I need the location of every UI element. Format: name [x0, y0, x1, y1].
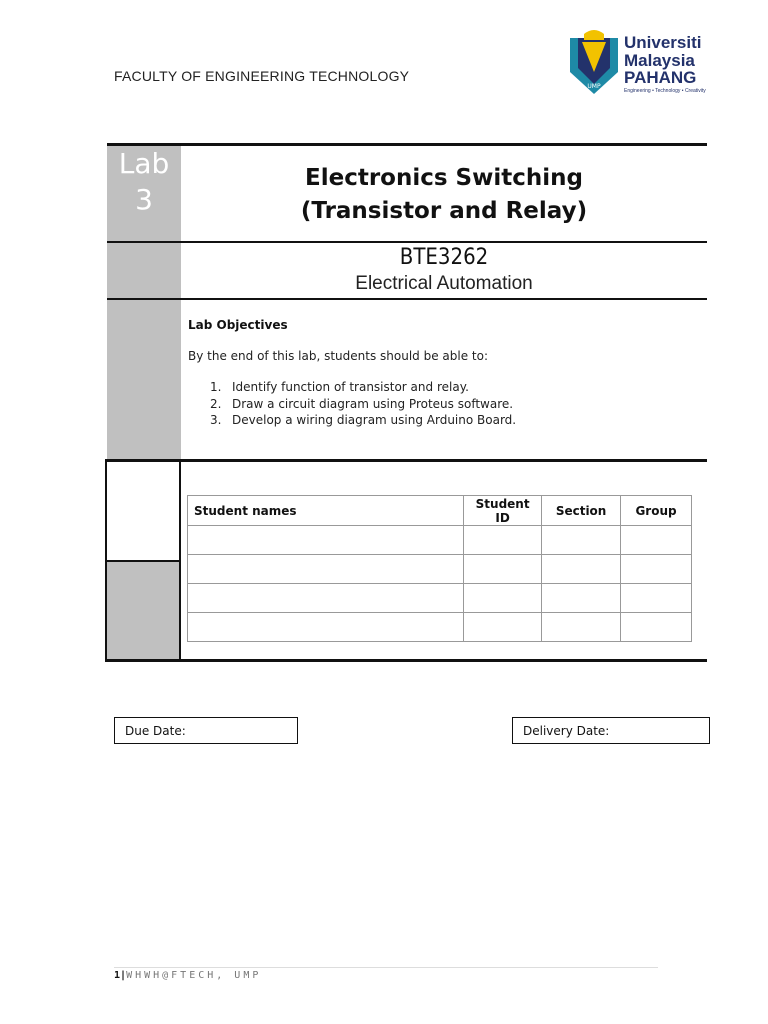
course-name: Electrical Automation: [355, 273, 533, 294]
objectives-list: [188, 380, 516, 430]
delivery-date-field[interactable]: [512, 717, 710, 744]
student-name-cell[interactable]: [188, 526, 464, 555]
footer-divider: [114, 967, 658, 968]
rule-objectives-bottom: [105, 459, 707, 462]
university-logo: [568, 28, 718, 98]
objective-item: 1. Identify function of transistor and relay.: [210, 380, 469, 394]
student-id-cell[interactable]: [464, 613, 542, 642]
table-row: [188, 555, 692, 584]
logo-line-3: PAHANG: [624, 68, 697, 87]
group-cell[interactable]: [621, 555, 692, 584]
student-name-cell[interactable]: [188, 584, 464, 613]
objective-item: 3. Develop a wiring diagram using Arduino Board.: [210, 413, 517, 427]
objective-item: 2. Draw a circuit diagram using Proteus software.: [210, 396, 514, 411]
student-name-cell[interactable]: [188, 555, 464, 584]
page-footer: [114, 970, 261, 981]
course-code: BTE3262: [399, 245, 489, 270]
shield-icon: [568, 28, 620, 98]
page-number: 1: [114, 970, 121, 981]
rule-course-bottom: [107, 298, 707, 300]
rule-title-bottom: [107, 241, 707, 243]
student-id-cell[interactable]: [464, 584, 542, 613]
table-row: [188, 526, 692, 555]
course-band: [107, 242, 181, 299]
due-date-field[interactable]: [114, 717, 298, 744]
student-name-cell[interactable]: [188, 613, 464, 642]
objectives-heading: Lab Objectives: [188, 318, 288, 332]
footer-separator: |: [120, 970, 127, 981]
section-cell[interactable]: [542, 555, 621, 584]
students-box-divider: [179, 459, 181, 662]
student-table: [187, 495, 692, 642]
svg-text:UMP: UMP: [587, 83, 601, 90]
group-cell[interactable]: [621, 584, 692, 613]
section-cell[interactable]: [542, 526, 621, 555]
students-lower-band: [107, 561, 181, 660]
group-cell[interactable]: [621, 613, 692, 642]
delivery-date-label: Delivery Date:: [523, 724, 610, 738]
table-row: [188, 613, 692, 642]
logo-line-2: Malaysia: [624, 51, 695, 70]
faculty-title: FACULTY OF ENGINEERING TECHNOLOGY: [114, 68, 410, 84]
table-row: [188, 584, 692, 613]
table-header-row: [188, 496, 692, 526]
student-id-cell[interactable]: [464, 555, 542, 584]
logo-line-1: Universiti: [624, 33, 702, 52]
rule-students-mid: [105, 560, 181, 562]
group-cell[interactable]: [621, 526, 692, 555]
section-cell[interactable]: [542, 613, 621, 642]
logo-tagline: Engineering • Technology • Creativity: [624, 88, 706, 94]
footer-text: WHWH@FTECH, UMP: [126, 970, 262, 981]
header-student-id: Student ID: [464, 496, 542, 526]
section-cell[interactable]: [542, 584, 621, 613]
student-id-cell[interactable]: [464, 526, 542, 555]
due-date-label: Due Date:: [125, 724, 186, 738]
header-student-names: Student names: [188, 496, 464, 526]
header-section: Section: [542, 496, 621, 526]
objectives-band: [107, 299, 181, 460]
lab-number: Lab 3: [118, 147, 170, 216]
students-box-left: [105, 459, 107, 662]
objectives-intro: By the end of this lab, students should be able to:: [188, 349, 489, 363]
lab-title: Electronics Switching (Transistor and Relay): [300, 165, 588, 224]
rule-top: [107, 143, 707, 146]
header-group: Group: [621, 496, 692, 526]
rule-students-bottom: [105, 659, 707, 662]
